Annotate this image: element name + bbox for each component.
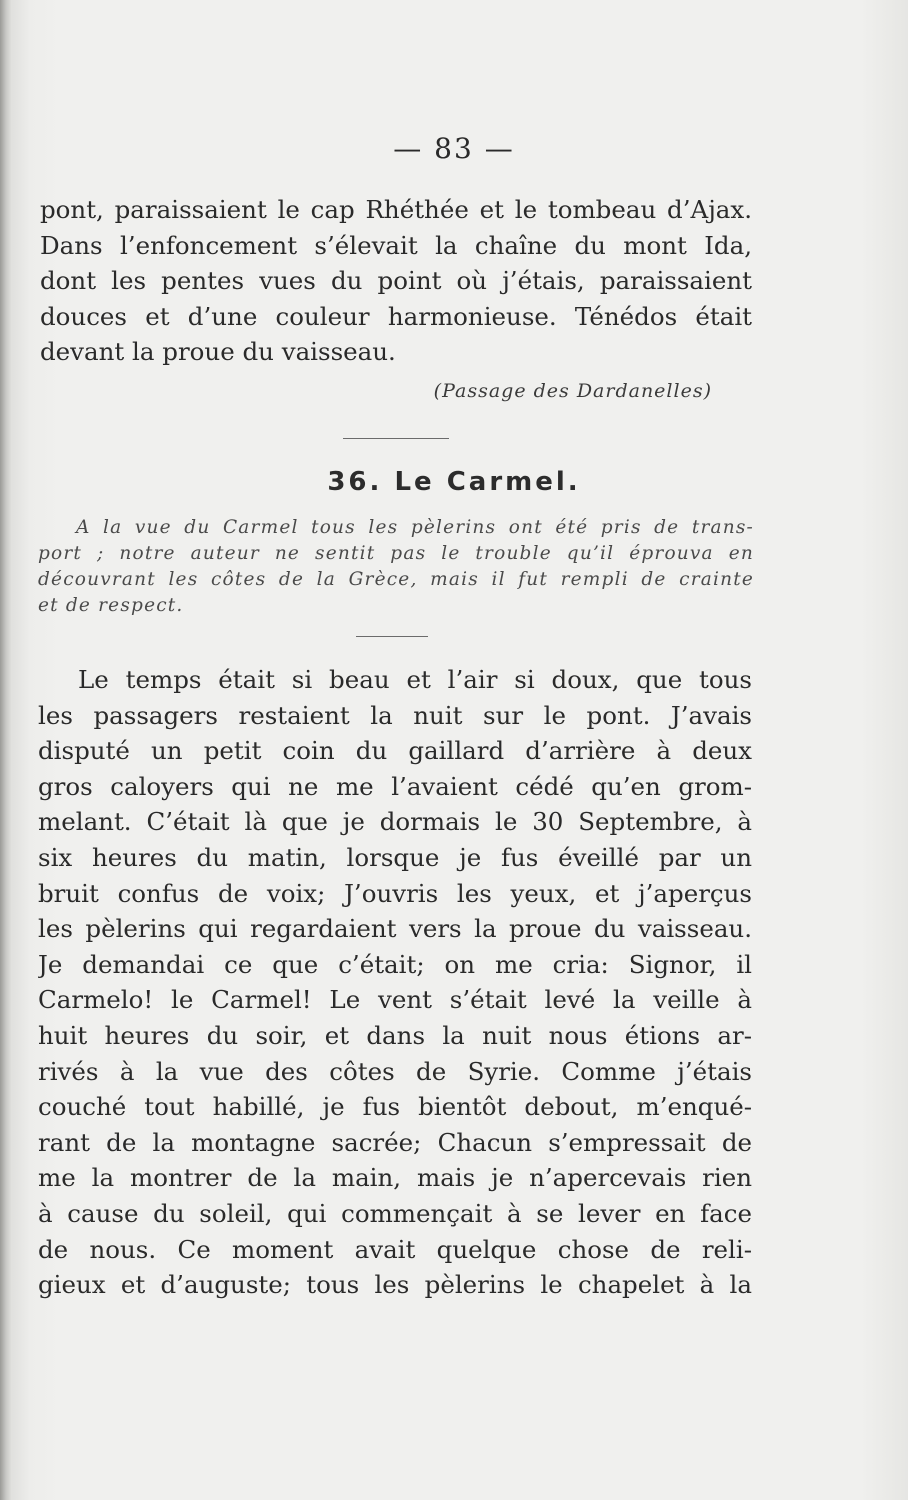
text-line: Je demandai ce que c’était; on me cria: Signor, il (38, 949, 752, 979)
text-line: disputé un petit coin du gaillard d’arrière à deux (38, 736, 752, 766)
text-line: couché tout habillé, je fus bientôt debout, m’enqué- (38, 1092, 752, 1122)
page-number: — 83 — (393, 132, 515, 165)
continuation-paragraph (40, 192, 752, 370)
text-line: rivés à la vue des côtes de Syrie. Comme j’étais (38, 1056, 752, 1086)
section-summary (38, 515, 754, 619)
text-line: Le temps était si beau et l’air si doux, que tous (78, 665, 752, 694)
text-line: à cause du soleil, qui commençait à se lever en face (38, 1198, 752, 1228)
section-heading: 36. Le Carmel. (327, 467, 581, 497)
summary-line: découvrant les côtes de la Grèce, mais il fut rempli de crainte (38, 569, 754, 590)
text-line: me la montrer de la main, mais je n’apercevais rien (38, 1163, 752, 1193)
summary-divider (356, 636, 428, 637)
text-line: rant de la montagne sacrée; Chacun s’empressait de (38, 1127, 752, 1157)
source-citation: (Passage des Dardanelles) (433, 380, 712, 402)
book-spine-shadow (0, 0, 12, 1500)
body-paragraph (38, 662, 752, 1303)
text-line: les passagers restaient la nuit sur le pont. J’avais (38, 700, 752, 730)
text-line: de nous. Ce moment avait quelque chose de reli- (38, 1234, 752, 1264)
text-line: huit heures du soir, et dans la nuit nous étions ar- (38, 1020, 752, 1050)
summary-line: port ; notre auteur ne sentit pas le trouble qu’il éprouva en (38, 543, 754, 564)
summary-line: A la vue du Carmel tous les pèlerins ont été pris de trans- (76, 517, 754, 538)
text-line: douces et d’une couleur harmonieuse. Ténédos était (40, 301, 752, 331)
summary-line: et de respect. (38, 595, 184, 616)
text-line: gros caloyers qui ne me l’avaient cédé qu’en grom- (38, 771, 752, 801)
text-line: Dans l’enfoncement s’élevait la chaîne du mont Ida, (40, 230, 752, 260)
text-line: Carmelo! le Carmel! Le vent s’était levé la veille à (38, 985, 752, 1015)
text-line: les pèlerins qui regardaient vers la proue du vaisseau. (38, 914, 752, 944)
text-line: bruit confus de voix; J’ouvris les yeux, et j’aperçus (38, 878, 752, 908)
text-line: gieux et d’auguste; tous les pèlerins le chapelet à la (38, 1270, 752, 1300)
section-divider (343, 438, 449, 439)
text-line: melant. C’était là que je dormais le 30 Septembre, à (38, 807, 752, 837)
text-line: dont les pentes vues du point où j’étais, paraissaient (40, 266, 752, 296)
text-line: devant la proue du vaisseau. (40, 337, 396, 367)
text-line: pont, paraissaient le cap Rhéthée et le tombeau d’Ajax. (40, 195, 752, 224)
text-line: six heures du matin, lorsque je fus éveillé par un (38, 842, 752, 872)
